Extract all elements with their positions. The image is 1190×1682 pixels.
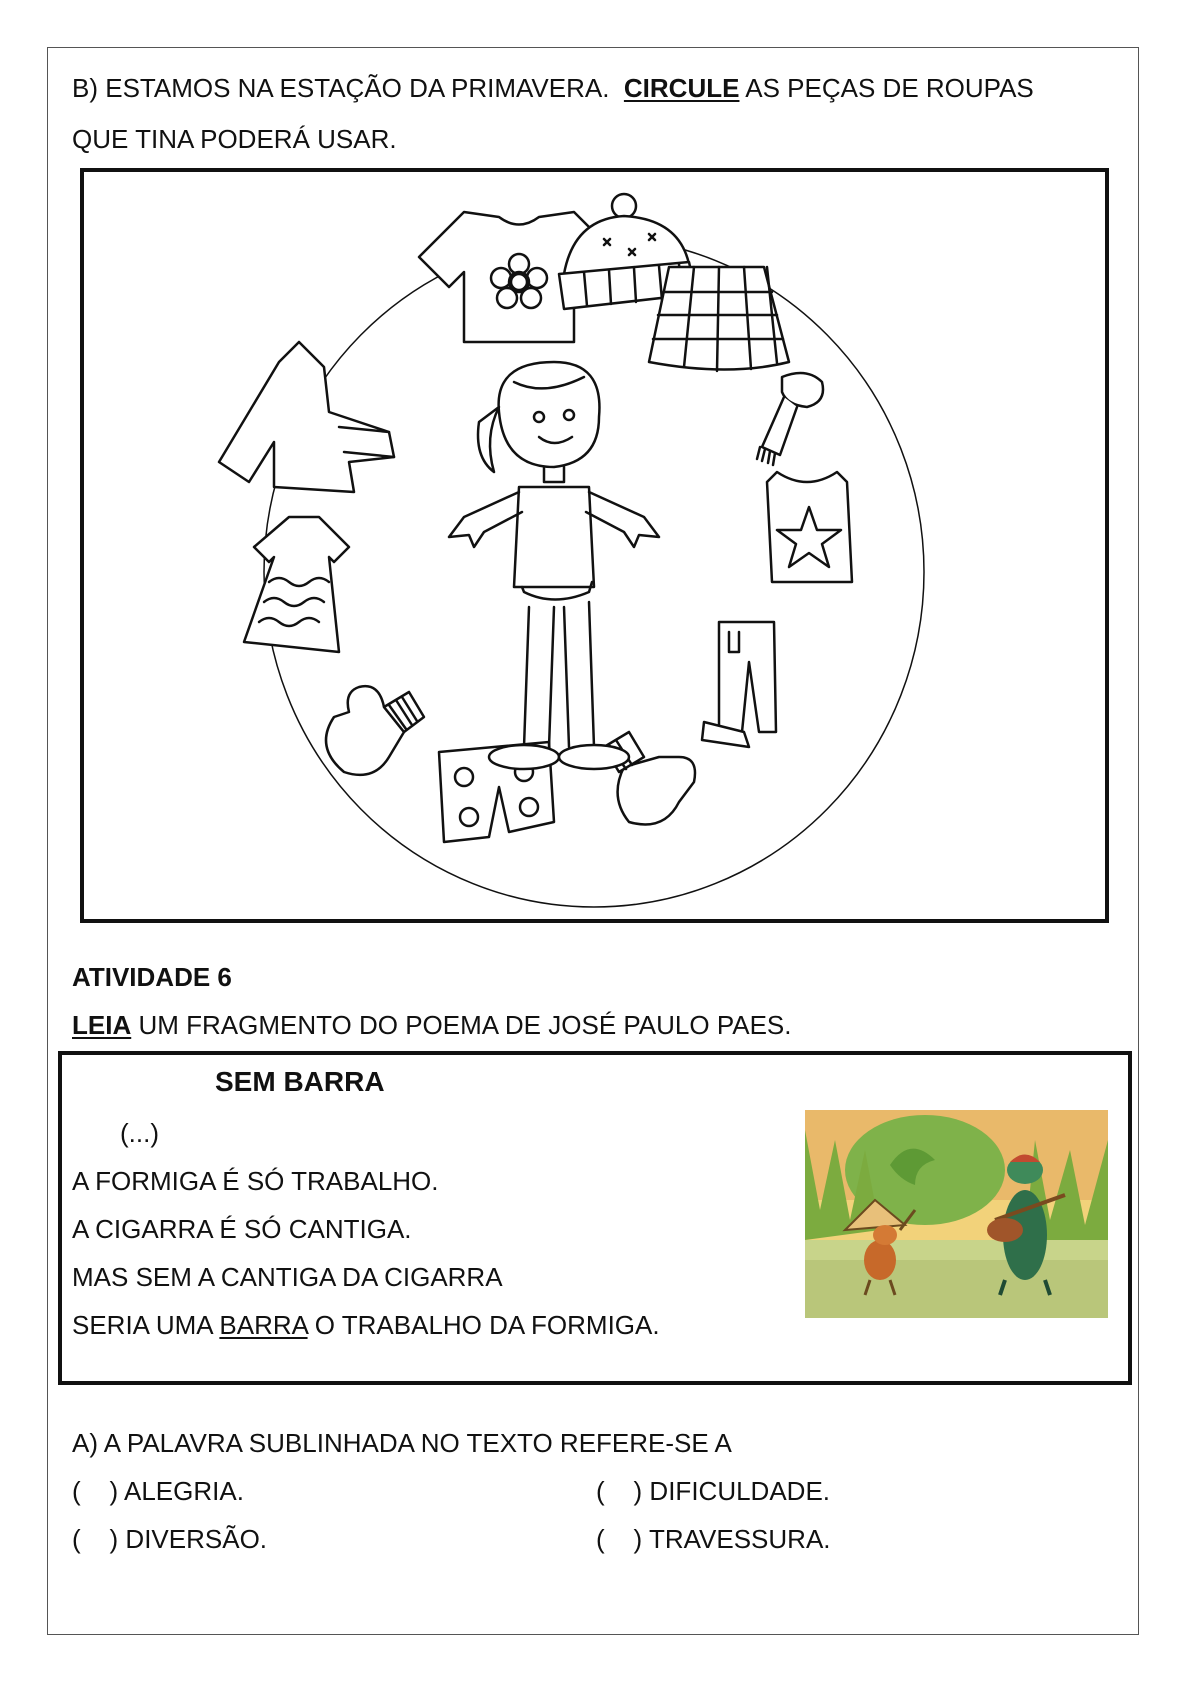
poem-line-4-suffix: O TRABALHO DA FORMIGA. [314, 1310, 660, 1340]
underlined-word: BARRA [219, 1310, 308, 1340]
activity-instruction: UM FRAGMENTO DO POEMA DE JOSÉ PAULO PAES. [138, 1010, 792, 1040]
poem-ellipsis: (...) [120, 1118, 159, 1148]
circle-keyword: CIRCULE [623, 73, 740, 103]
long-sleeve-shirt-icon [219, 342, 394, 492]
scarf-icon [757, 373, 823, 465]
girl-figure-icon [449, 362, 659, 769]
part-b-suffix: AS PEÇAS DE ROUPAS [745, 73, 1034, 103]
activity-instruction-line [72, 1012, 791, 1038]
part-b-prefix: B) ESTAMOS NA ESTAÇÃO DA PRIMAVERA. [72, 73, 610, 103]
star-tanktop-icon [767, 472, 852, 582]
ant-cicada-scene-svg [805, 1110, 1108, 1318]
poem-line-2: A CIGARRA É SÓ CANTIGA. [72, 1214, 412, 1244]
clothing-circle-illustration [84, 172, 1105, 919]
poem-title: SEM BARRA [215, 1066, 385, 1097]
mitten-left-icon [604, 732, 695, 825]
plaid-skirt-icon [649, 267, 789, 371]
poem-line-3: MAS SEM A CANTIGA DA CIGARRA [72, 1262, 503, 1292]
poem-line-4 [72, 1312, 660, 1338]
ant-cicada-scene-image [805, 1110, 1108, 1318]
mitten-right-icon [326, 686, 424, 775]
question-prompt: A) A PALAVRA SUBLINHADA NO TEXTO REFERE-SE A [72, 1428, 732, 1458]
pants-icon [702, 622, 776, 747]
wavy-dress-icon [244, 517, 349, 652]
activity-title: ATIVIDADE 6 [72, 962, 232, 992]
part-b-line2: QUE TINA PODERÁ USAR. [72, 124, 397, 154]
clothing-illustration-frame [80, 168, 1109, 923]
part-b-line1 [72, 75, 1034, 101]
option-dificuldade[interactable]: ( ) DIFICULDADE. [596, 1476, 831, 1506]
option-alegria[interactable]: ( ) ALEGRIA. [72, 1476, 244, 1506]
option-diversao[interactable]: ( ) DIVERSÃO. [72, 1524, 268, 1554]
poem-line-4-prefix: SERIA UMA [72, 1310, 213, 1340]
option-travessura[interactable]: ( ) TRAVESSURA. [596, 1524, 831, 1554]
poem-line-1: A FORMIGA É SÓ TRABALHO. [72, 1166, 439, 1196]
read-keyword: LEIA [72, 1010, 132, 1040]
